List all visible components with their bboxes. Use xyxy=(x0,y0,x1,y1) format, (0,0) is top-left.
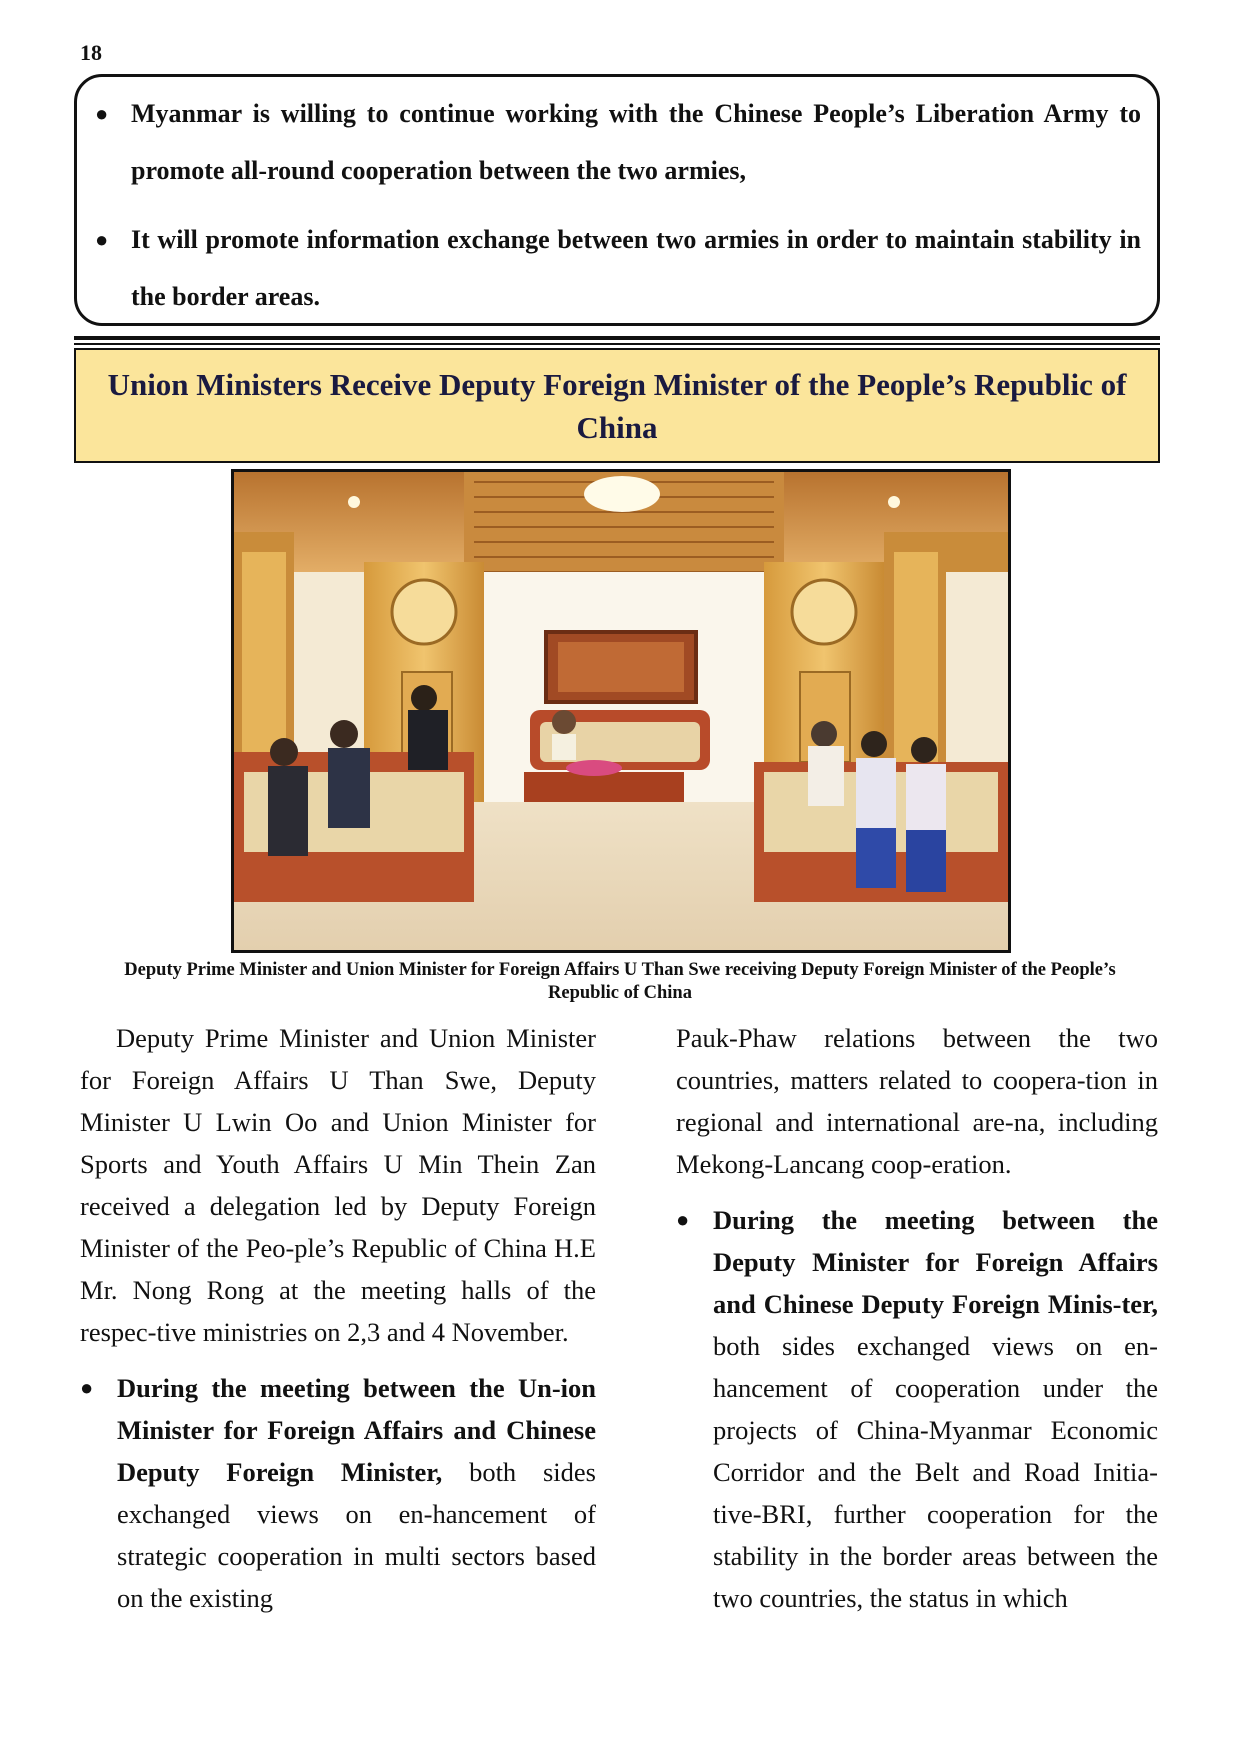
article-headline: Union Ministers Receive Deputy Foreign Minister of the People’s Republic of China xyxy=(107,366,1127,445)
meeting-photo xyxy=(231,469,1011,953)
bullet-icon: ● xyxy=(95,101,109,126)
bullet-lead-text: During the meeting between the Deputy Minister for Foreign Affairs and Chinese Deputy Foreign Minis-ter, xyxy=(713,1205,1158,1319)
section-divider xyxy=(74,343,1160,345)
bullet-body-text: both sides exchanged views on en-hancement of strategic cooperation in multi sectors based on the existing xyxy=(117,1457,596,1613)
key-point xyxy=(95,211,1141,325)
photo-caption: Deputy Prime Minister and Union Minister for Foreign Affairs U Than Swe receiving Deputy Foreign Minister of the People’s Republic of China xyxy=(124,960,1116,1003)
key-point xyxy=(95,85,1141,199)
section-divider xyxy=(74,336,1160,340)
bullet-lead-text: During the meeting between the Un-ion Minister for Foreign Affairs and Chinese Deputy Foreign Minister, xyxy=(117,1373,596,1487)
bullet-icon: ● xyxy=(676,1207,690,1232)
bullet-body-text: both sides exchanged views on en-hancement of cooperation under the projects of China-Myanmar Economic Corridor and the Belt and Road Initia-tive-BRI, further cooperation for the stability in the border areas between the two countries, the status in which xyxy=(713,1331,1158,1613)
article-column-right xyxy=(676,1017,1158,1619)
key-points-box xyxy=(74,74,1160,326)
bullet-icon: ● xyxy=(80,1375,94,1400)
article-column-left xyxy=(80,1017,596,1619)
meeting-room-illustration xyxy=(234,472,1008,950)
article-bullet xyxy=(80,1367,596,1619)
bullet-icon: ● xyxy=(95,227,109,252)
article-intro-paragraph: Deputy Prime Minister and Union Minister for Foreign Affairs U Than Swe, Deputy Minister U Lwin Oo and Union Minister for Sports and Youth Affairs U Min Thein Zan received a delegation led by Deputy Foreign Minister of the Peo-ple’s Republic of China H.E Mr. Nong Rong at the meeting halls of the respec-tive ministries on 2,3 and 4 November. xyxy=(80,1023,596,1347)
article-bullet xyxy=(676,1199,1158,1619)
key-point-text: Myanmar is willing to continue working with the Chinese People’s Liberation Army to promote all-round cooperation between the two armies, xyxy=(131,99,1141,185)
article-continuation-paragraph: Pauk-Phaw relations between the two countries, matters related to coopera-tion in regional and international are-na, including Mekong-Lancang coop-eration. xyxy=(676,1023,1158,1179)
article-headline-box xyxy=(74,348,1160,463)
page-number: 18 xyxy=(80,40,102,65)
key-point-text: It will promote information exchange between two armies in order to maintain stability in the border areas. xyxy=(131,225,1141,311)
